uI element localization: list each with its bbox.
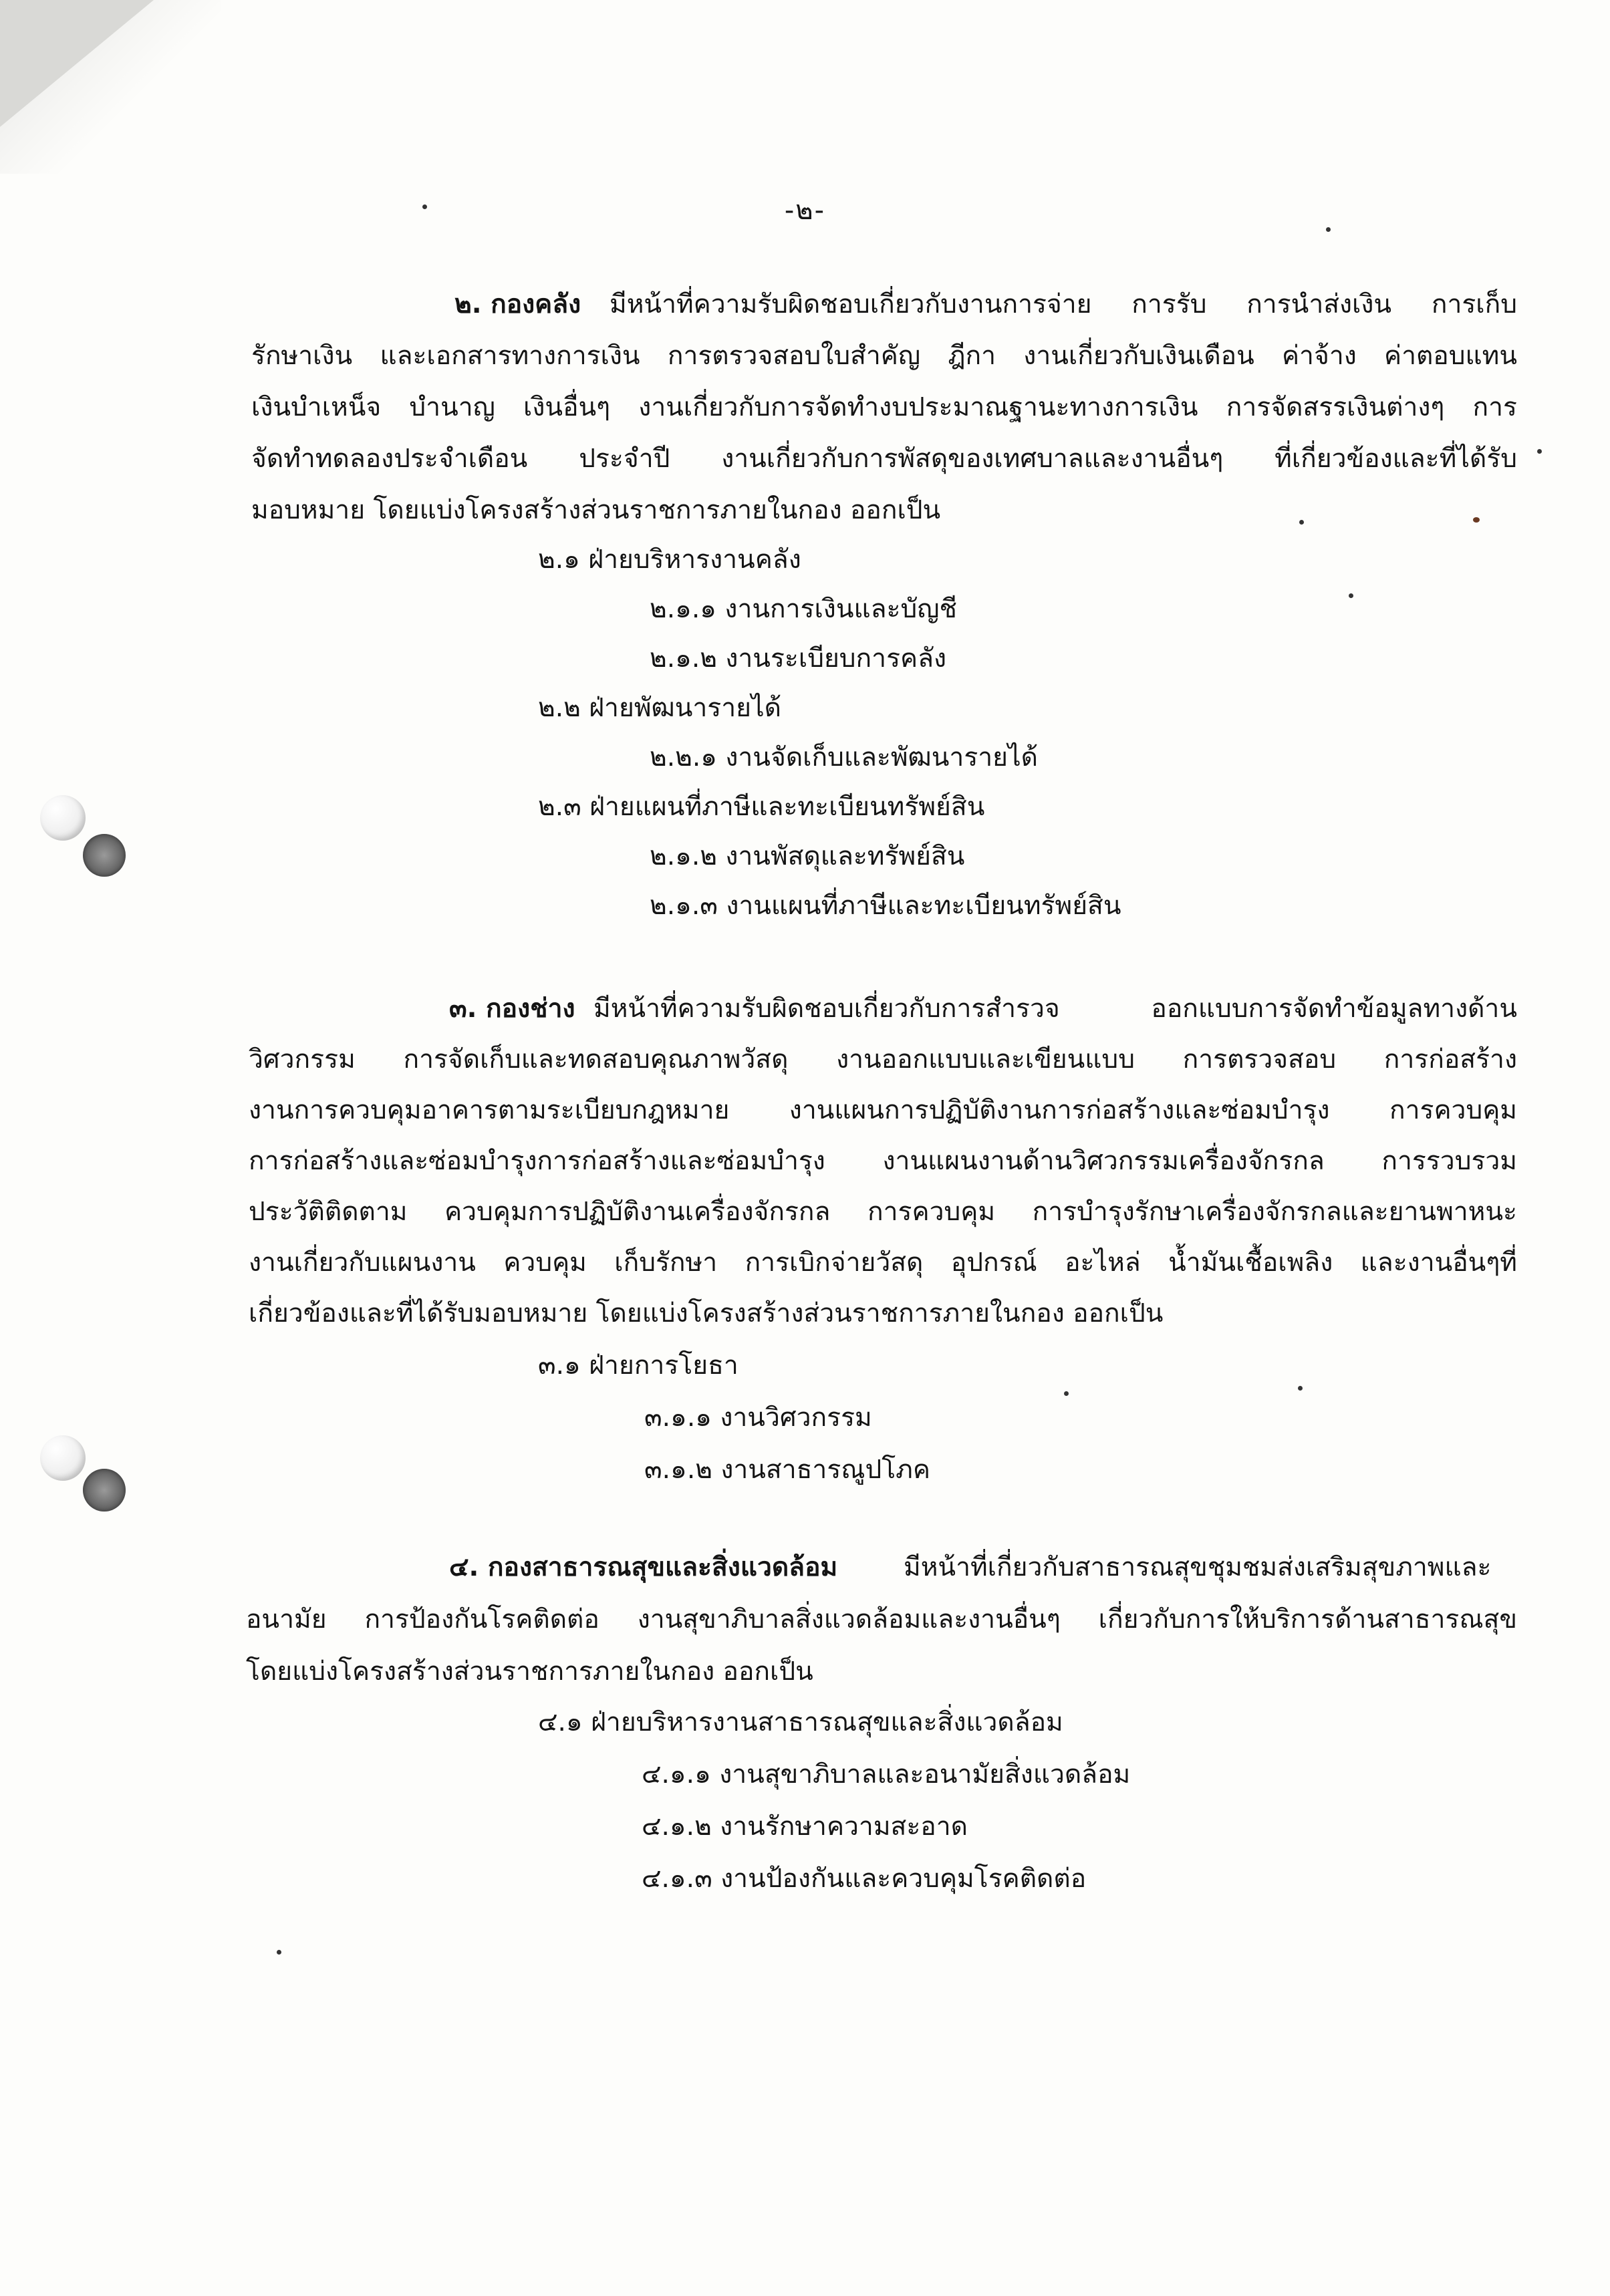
page-number: -๒- <box>784 195 826 226</box>
structure-item: ๔.๑.๒ งานรักษาความสะอาด <box>642 1812 968 1842</box>
paragraph-line: อนามัย การป้องกันโรคติดต่อ งานสุขาภิบาลสิ่งแวดล้อมและงานอื่นๆ เกี่ยวกับการให้บริการด้านสาธารณสุข <box>246 1604 1517 1634</box>
structure-item: ๒.๓ ฝ่ายแผนที่ภาษีและทะเบียนทรัพย์สิน <box>538 792 985 822</box>
scan-speck <box>1537 449 1542 454</box>
structure-item: ๓.๑.๑ งานวิศวกรรม <box>644 1403 872 1433</box>
paragraph-line: งานการควบคุมอาคารตามระเบียบกฎหมาย งานแผนการปฏิบัติงานการก่อสร้างและซ่อมบำรุง การควบคุม <box>249 1095 1517 1125</box>
section-heading-engineering: ๓. กองช่าง <box>449 994 575 1024</box>
folded-page-corner <box>0 0 154 127</box>
paragraph-line: มีหน้าที่เกี่ยวกับสาธารณสุขชุมชมส่งเสริมสุขภาพและ <box>904 1552 1492 1582</box>
structure-item: ๔.๑ ฝ่ายบริหารงานสาธารณสุขและสิ่งแวดล้อม <box>538 1707 1063 1737</box>
section-heading-public-health: ๔. กองสาธารณสุขและสิ่งแวดล้อม <box>449 1552 838 1582</box>
structure-item: ๒.๑.๑ งานการเงินและบัญชี <box>650 594 957 624</box>
punch-hole-bottom-light <box>40 1435 86 1481</box>
structure-item: ๒.๒ ฝ่ายพัฒนารายได้ <box>538 693 781 723</box>
scan-speck <box>1298 1386 1303 1391</box>
structure-item: ๒.๒.๑ งานจัดเก็บและพัฒนารายได้ <box>650 742 1038 772</box>
structure-item: ๒.๑.๒ งานพัสดุและทรัพย์สิน <box>650 841 965 871</box>
scan-speck <box>1299 520 1304 525</box>
structure-item: ๔.๑.๓ งานป้องกันและควบคุมโรคติดต่อ <box>642 1864 1087 1894</box>
paragraph-line: เงินบำเหน็จ บำนาญ เงินอื่นๆ งานเกี่ยวกับการจัดทำงบประมาณฐานะทางการเงิน การจัดสรรเงินต่างๆ การ <box>251 392 1517 422</box>
scan-speck <box>1473 517 1480 523</box>
structure-item: ๔.๑.๑ งานสุขาภิบาลและอนามัยสิ่งแวดล้อม <box>642 1759 1131 1789</box>
paragraph-line: วิศวกรรม การจัดเก็บและทดสอบคุณภาพวัสดุ งานออกแบบและเขียนแบบ การตรวจสอบ การก่อสร้าง <box>249 1044 1517 1074</box>
paragraph-line: การก่อสร้างและซ่อมบำรุงการก่อสร้างและซ่อมบำรุง งานแผนงานด้านวิศวกรรมเครื่องจักรกล การรวบรวม <box>249 1146 1517 1176</box>
punch-hole-top-light <box>40 795 86 841</box>
paragraph-line: เกี่ยวข้องและที่ได้รับมอบหมาย โดยแบ่งโครงสร้างส่วนราชการภายในกอง ออกเป็น <box>249 1298 1164 1328</box>
paragraph-line: จัดทำทดลองประจำเดือน ประจำปี งานเกี่ยวกับการพัสดุของเทศบาลและงานอื่นๆ ที่เกี่ยวข้องและที่ได้รับ <box>251 444 1517 474</box>
paragraph-line: โดยแบ่งโครงสร้างส่วนราชการภายในกอง ออกเป็น <box>246 1657 813 1687</box>
punch-hole-top-dark <box>83 834 126 877</box>
scan-speck <box>1064 1391 1069 1396</box>
paragraph-line: มอบหมาย โดยแบ่งโครงสร้างส่วนราชการภายในกอง ออกเป็น <box>251 495 941 525</box>
section-heading-finance: ๒. กองคลัง <box>454 289 581 319</box>
punch-hole-bottom-dark <box>83 1469 126 1512</box>
paragraph-line: รักษาเงิน และเอกสารทางการเงิน การตรวจสอบใบสำคัญ ฎีกา งานเกี่ยวกับเงินเดือน ค่าจ้าง ค่าตอบแทน <box>251 341 1517 371</box>
structure-item: ๒.๑ ฝ่ายบริหารงานคลัง <box>538 545 801 575</box>
paragraph-line: ประวัติติดตาม ควบคุมการปฏิบัติงานเครื่องจักรกล การควบคุม การบำรุงรักษาเครื่องจักรกลและยานพาหนะ <box>249 1197 1517 1227</box>
paragraph-line: มีหน้าที่ความรับผิดชอบเกี่ยวกับงานการจ่าย การรับ การนำส่งเงิน การเก็บ <box>610 289 1517 319</box>
structure-item: ๓.๑.๒ งานสาธารณูปโภค <box>644 1455 930 1485</box>
structure-item: ๒.๑.๓ งานแผนที่ภาษีและทะเบียนทรัพย์สิน <box>650 891 1121 921</box>
scan-speck <box>277 1950 281 1955</box>
paragraph-line: มีหน้าที่ความรับผิดชอบเกี่ยวกับการสำรวจ ออกแบบการจัดทำข้อมูลทางด้าน <box>593 994 1517 1024</box>
structure-item: ๓.๑ ฝ่ายการโยธา <box>538 1350 739 1381</box>
paragraph-line: งานเกี่ยวกับแผนงาน ควบคุม เก็บรักษา การเบิกจ่ายวัสดุ อุปกรณ์ อะไหล่ น้ำมันเชื้อเพลิง และงานอื่นๆที่ <box>249 1248 1517 1278</box>
scan-speck <box>1349 593 1353 598</box>
structure-item: ๒.๑.๒ งานระเบียบการคลัง <box>650 643 947 674</box>
